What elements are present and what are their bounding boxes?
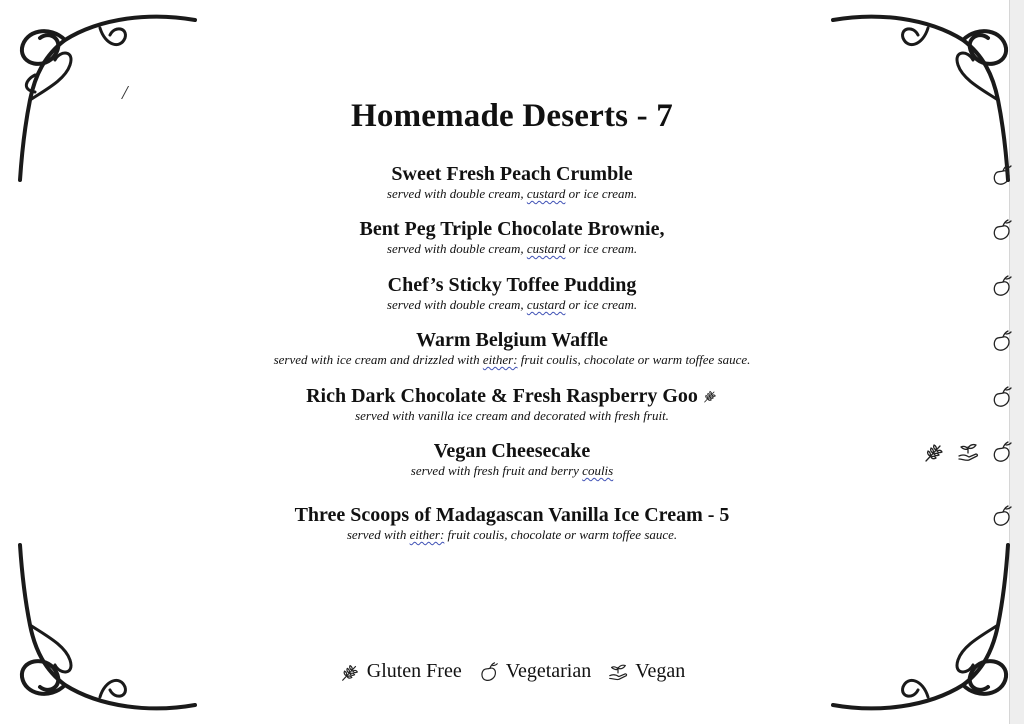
description-text: served with fresh fruit and berry xyxy=(410,463,583,478)
description-text: served with ice cream and drizzled with xyxy=(273,352,483,367)
menu-item xyxy=(200,385,824,424)
menu-item-description xyxy=(200,352,824,368)
spellcheck-underlined-word: coulis xyxy=(582,463,614,478)
spellcheck-underlined-word: custard xyxy=(526,186,566,201)
menu-item xyxy=(200,163,824,202)
menu-item-description xyxy=(200,527,824,543)
menu-item xyxy=(200,329,824,368)
vegetarian-icon xyxy=(990,274,1014,298)
dietary-icons xyxy=(990,163,1014,187)
page-title: Homemade Deserts - 7 xyxy=(351,98,673,134)
menu-item-name xyxy=(200,163,824,185)
legend-vegetarian-label: Vegetarian xyxy=(505,660,592,682)
description-text: or ice cream. xyxy=(565,297,638,312)
vegetarian-icon xyxy=(990,440,1014,464)
description-text: served with double cream, xyxy=(386,297,527,312)
vegetarian-icon xyxy=(990,163,1014,187)
menu-item-description xyxy=(200,463,824,479)
stray-mark: / xyxy=(122,82,128,104)
dietary-legend xyxy=(0,660,1024,683)
menu-item-description xyxy=(200,408,824,424)
dietary-icons xyxy=(922,440,1014,464)
spellcheck-underlined-word: custard xyxy=(526,297,566,312)
legend-gluten-free xyxy=(339,660,462,683)
menu-item-description xyxy=(200,297,824,313)
gluten-free-icon xyxy=(339,661,361,683)
dietary-icons xyxy=(990,274,1014,298)
dietary-icons xyxy=(990,385,1014,409)
legend-vegan-label: Vegan xyxy=(635,660,686,682)
menu-item-name-text: Sweet Fresh Peach Crumble xyxy=(391,163,633,185)
menu-item-description xyxy=(200,186,824,202)
legend-vegan xyxy=(607,660,685,683)
vegan-icon xyxy=(607,661,629,683)
vegetarian-icon xyxy=(478,661,500,683)
gluten-free-icon xyxy=(702,387,718,403)
menu-item-description xyxy=(200,241,824,257)
legend-vegetarian xyxy=(478,660,592,683)
menu-item-name xyxy=(200,504,824,526)
description-text: fruit coulis, chocolate or warm toffee sauce. xyxy=(517,352,751,367)
description-text: served with vanilla ice cream and decorated with fresh fruit. xyxy=(355,408,669,423)
description-text: served with xyxy=(346,527,410,542)
menu-item xyxy=(200,274,824,313)
vegetarian-icon xyxy=(990,218,1014,242)
description-text: served with double cream, xyxy=(386,186,527,201)
spellcheck-underlined-word: custard xyxy=(526,241,566,256)
menu-item xyxy=(200,440,824,479)
description-text: or ice cream. xyxy=(565,186,638,201)
menu-item-name-text: Vegan Cheesecake xyxy=(433,440,591,462)
dietary-icons xyxy=(990,329,1014,353)
menu-item xyxy=(200,218,824,257)
menu-item xyxy=(200,504,824,543)
vegetarian-icon xyxy=(990,329,1014,353)
gluten-free-icon xyxy=(922,440,946,464)
corner-swirl-ornament xyxy=(818,515,1018,715)
description-text: served with double cream, xyxy=(386,241,527,256)
menu-item-name xyxy=(200,440,824,462)
description-text: fruit coulis, chocolate or warm toffee sauce. xyxy=(444,527,678,542)
legend-gluten-free-label: Gluten Free xyxy=(366,660,462,682)
menu-item-name-text: Rich Dark Chocolate & Fresh Raspberry Goo xyxy=(306,385,698,407)
vegetarian-icon xyxy=(990,504,1014,528)
dietary-icons xyxy=(990,504,1014,528)
vegan-icon xyxy=(956,440,980,464)
spellcheck-underlined-word: either: xyxy=(409,527,445,542)
vegetarian-icon xyxy=(990,385,1014,409)
description-text: or ice cream. xyxy=(565,241,638,256)
menu-item-name xyxy=(200,329,824,351)
menu-item-name-text: Three Scoops of Madagascan Vanilla Ice Cream - 5 xyxy=(294,504,730,526)
spellcheck-underlined-word: either: xyxy=(482,352,518,367)
menu-item-name-text: Chef’s Sticky Toffee Pudding xyxy=(387,274,637,296)
menu-item-name xyxy=(200,274,824,296)
menu-item-name-text: Warm Belgium Waffle xyxy=(416,329,608,351)
dietary-icons xyxy=(990,218,1014,242)
menu-item-name xyxy=(200,385,824,407)
menu-item-name xyxy=(200,218,824,240)
menu-item-name-text: Bent Peg Triple Chocolate Brownie, xyxy=(359,218,665,240)
corner-swirl-ornament xyxy=(10,515,210,715)
